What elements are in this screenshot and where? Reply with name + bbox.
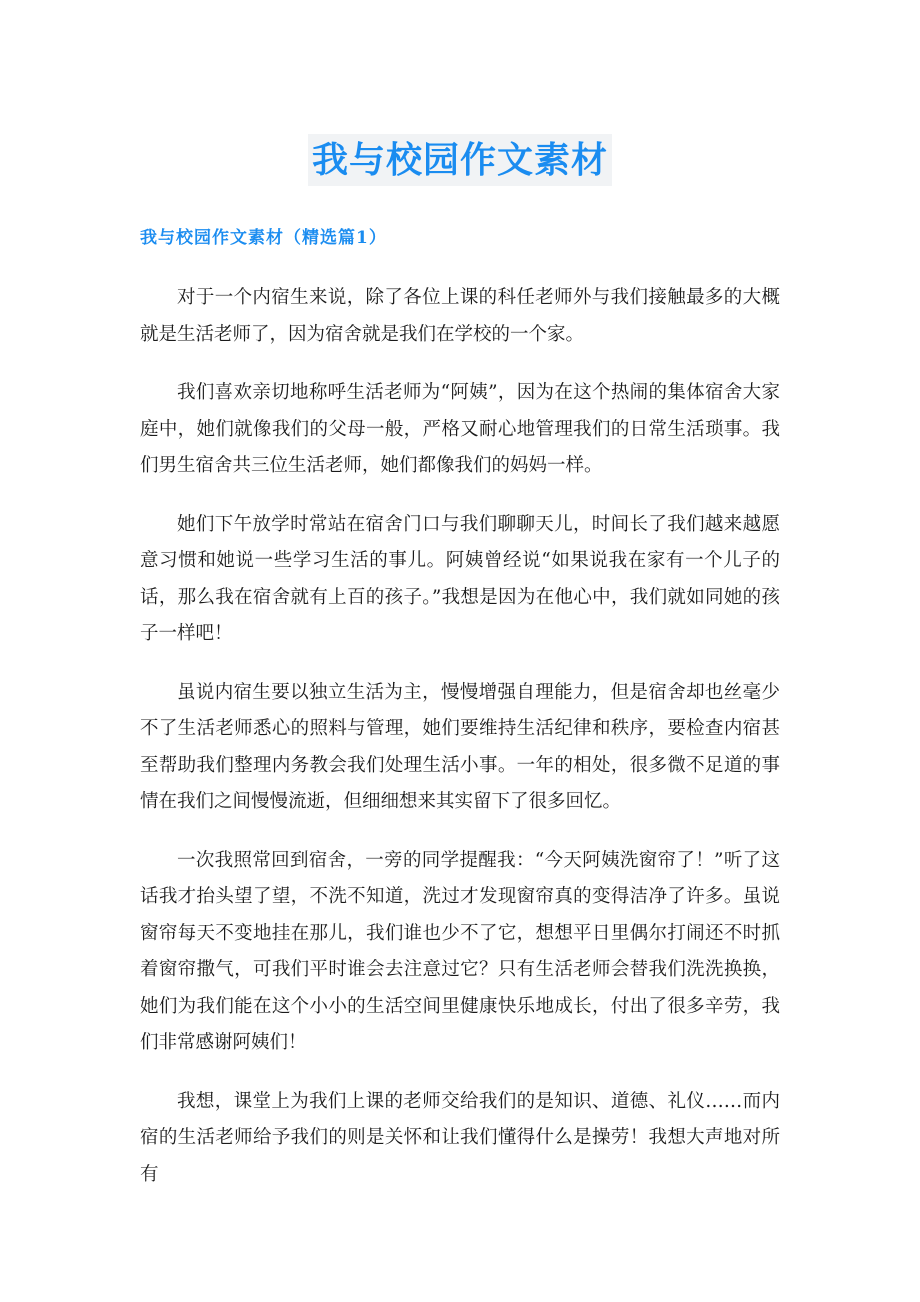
document-title: 我与校园作文素材	[308, 134, 612, 186]
article-body	[140, 280, 780, 1215]
section-heading: 我与校园作文素材（精选篇1）	[140, 228, 387, 248]
paragraph-5: 一次我照常回到宿舍，一旁的同学提醒我：“今天阿姨洗窗帘了！”听了这话我才抬头望了望，不洗不知道，洗过才发现窗帘真的变得洁净了许多。虽说窗帘每天不变地挂在那儿，我们谁也少不了它，想想平日里偶尔打闹还不时抓着窗帘撒气，可我们平时谁会去注意过它？只有生活老师会替我们洗洗换换，她们为我们能在这个小小的生活空间里健康快乐地成长，付出了很多辛劳，我们非常感谢阿姨们！	[140, 849, 780, 1053]
paragraph-2: 我们喜欢亲切地称呼生活老师为“阿姨”，因为在这个热闹的集体宿舍大家庭中，她们就像我们的父母一般，严格又耐心地管理我们的日常生活琐事。我们男生宿舍共三位生活老师，她们都像我们的妈妈一样。	[140, 382, 780, 476]
paragraph-3: 她们下午放学时常站在宿舍门口与我们聊聊天儿，时间长了我们越来越愿意习惯和她说一些学习生活的事儿。阿姨曾经说“如果说我在家有一个儿子的话，那么我在宿舍就有上百的孩子。”我想是因为在他心中，我们就如同她的孩子一样吧！	[140, 513, 780, 644]
title-container	[0, 134, 920, 186]
paragraph-4: 虽说内宿生要以独立生活为主，慢慢增强自理能力，但是宿舍却也丝毫少不了生活老师悉心的照料与管理，她们要维持生活纪律和秩序，要检查内宿甚至帮助我们整理内务教会我们处理生活小事。一年的相处，很多微不足道的事情在我们之间慢慢流逝，但细细想来其实留下了很多回忆。	[140, 681, 780, 812]
paragraph-1: 对于一个内宿生来说，除了各位上课的科任老师外与我们接触最多的大概就是生活老师了，因为宿舍就是我们在学校的一个家。	[140, 287, 780, 345]
paragraph-6: 我想，课堂上为我们上课的老师交给我们的是知识、道德、礼仪……而内宿的生活老师给予我们的则是关怀和让我们懂得什么是操劳！我想大声地对所有	[140, 1090, 780, 1185]
